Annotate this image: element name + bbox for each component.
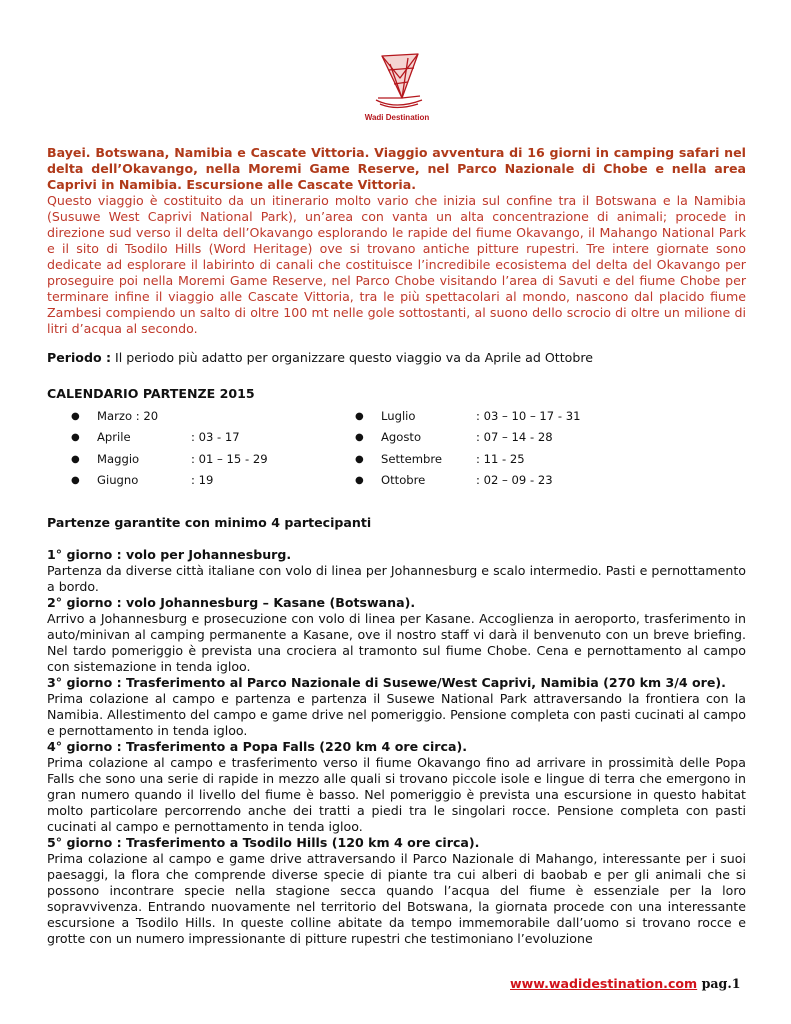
bullet-icon: ● [71, 474, 80, 486]
bullet-icon: ● [71, 432, 80, 444]
day-heading: 2° giorno : volo Johannesburg – Kasane (Botswana). [47, 595, 416, 611]
bullet-icon: ● [355, 432, 364, 444]
sailboat-logo-icon [362, 50, 432, 114]
list-item [71, 406, 350, 427]
list-item [355, 427, 581, 448]
periodo-text: Il periodo più adatto per organizzare questo viaggio va da Aprile ad Ottobre [111, 350, 594, 365]
page-number: pag.1 [697, 976, 741, 991]
day-heading: 4° giorno : Trasferimento a Popa Falls (220 km 4 ore circa). [47, 739, 467, 755]
day-text: Arrivo a Johannesburg e prosecuzione con volo di linea per Kasane. Accoglienza in aeroporto, trasferimento in auto/minivan al camping permanente a Kasane, ove il nostro staff vi darà il benvenuto con un breve briefing. Nel tardo pomeriggio è prevista una crociera al tramonto sul fiume Chobe. Cena e pernottamento al campo con sistemazione in tenda igloo. [47, 611, 746, 675]
list-item [355, 470, 581, 491]
departures-calendar [47, 406, 746, 491]
list-item [71, 427, 350, 448]
day-text: Prima colazione al campo e partenza e partenza il Susewe National Park attraversando la frontiera con la Namibia. Allestimento del campo e game drive nel pomeriggio. Pensione completa con pasti cucinati al campo e pernottamento in tenda igloo. [47, 691, 746, 739]
month-dates: : 03 – 10 – 17 - 31 [476, 409, 581, 423]
bullet-icon: ● [355, 411, 364, 422]
bullet-icon: ● [355, 453, 364, 465]
trip-title: Bayei. Botswana, Namibia e Cascate Vittoria. Viaggio avventura di 16 giorni in camping safari nel delta dell’Okavango, nella Moremi Game Reserve, nel Parco Nazionale di Chobe e nella area Caprivi in Namibia. Escursione alle Cascate Vittoria. [47, 145, 746, 192]
list-item [355, 449, 581, 470]
periodo-label: Periodo : [47, 350, 112, 365]
month-dates: : 11 - 25 [476, 451, 525, 466]
day-heading: 3° giorno : Trasferimento al Parco Nazionale di Susewe/West Caprivi, Namibia (270 km 3/4 ore). [47, 675, 726, 691]
month-label: Giugno [97, 472, 139, 487]
list-item [71, 470, 350, 491]
month-dates: : 07 – 14 - 28 [476, 430, 553, 445]
month-label: Agosto [381, 430, 422, 445]
calendario-heading: CALENDARIO PARTENZE 2015 [47, 386, 255, 401]
bullet-icon: ● [71, 453, 80, 465]
day-heading: 1° giorno : volo per Johannesburg. [47, 547, 292, 563]
itinerary [47, 547, 746, 947]
logo-text: Wadi Destination [364, 113, 430, 122]
day-heading: 5° giorno : Trasferimento a Tsodilo Hills (120 km 4 ore circa). [47, 835, 480, 851]
guaranteed-departures: Partenze garantite con minimo 4 partecipanti [47, 515, 372, 531]
wadi-destination-logo [362, 50, 432, 126]
list-item [71, 449, 350, 470]
list-item [355, 406, 581, 427]
main-content [47, 145, 746, 947]
trip-intro: Questo viaggio è costituito da un itinerario molto vario che inizia sul confine tra il Botswana e la Namibia (Susuwe West Caprivi National Park), un’area con vanta un alta concentrazione di animali; procede in direzione sud verso il delta dell’Okavango esplorando le rapide del fiume Okavango, il Mahango National Park e il sito di Tsodilo Hills (Word Heritage) ove si trovano antiche pitture rupestri. Tre intere giornate sono dedicate ad esplorare il labirinto di canali che costituisce l’incredibile ecosistema del delta del Okavango per proseguire poi nella Moremi Game Reserve, nel Parco Chobe visitando l’area di Savuti e del fiume Chobe per terminare infine il viaggio alle Cascate Vittoria, tra le più spettacolari al mondo, nascono dal placido fiume Zambesi compiendo un salto di oltre 100 mt nelle gole sottostanti, al suono dello scrocio di oltre un milione di litri d’acqua al secondo. [47, 193, 746, 336]
calendar-column-2 [350, 406, 581, 491]
bullet-icon: ● [71, 411, 80, 422]
month-dates: : 03 - 17 [191, 430, 240, 445]
month-dates: : 19 [191, 472, 214, 487]
page-footer [510, 976, 741, 991]
month-label: Settembre [381, 451, 443, 466]
website-link[interactable]: www.wadidestination.com [510, 976, 698, 991]
bullet-icon: ● [355, 474, 364, 486]
day-text: Prima colazione al campo e game drive attraversando il Parco Nazionale di Mahango, interessante per i suoi paesaggi, la flora che comprende diverse specie di piante tra cui alberi di baobab e per gli animali che si possono incontrare specie nella stagione secca quando l’acqua del fiume è essenziale per la loro sopravvivenza. Entrando nuovamente nel territorio del Botswana, la giornata procede con una interessante escursione a Tsodilo Hills. In queste colline abitate da tempo immemorabile dall’uomo si trovano rocce e grotte con un numero impressionante di pitture rupestri che testimoniano l’evoluzione [47, 851, 746, 947]
month-label: Aprile [97, 430, 131, 445]
day-text: Prima colazione al campo e trasferimento verso il fiume Okavango fino ad arrivare in prossimità delle Popa Falls che sono una serie di rapide in mezzo alle quali si trovano piccole isole e lingue di terra che emergono in gran numero quando il livello del fiume è basso. Nel pomeriggio è prevista una escursione in questo habitat molto particolare percorrendo anche dei tratti a piedi tra le singolari rocce. Pensione completa con pasti cucinati al campo e pernottamento in tenda igloo. [47, 755, 746, 835]
month-dates: : 02 – 09 - 23 [476, 472, 553, 487]
month-label: Maggio [97, 451, 140, 466]
month-label: Marzo : 20 [97, 409, 159, 423]
month-dates: : 01 – 15 - 29 [191, 451, 268, 466]
calendar-column-1 [47, 406, 350, 491]
month-label: Ottobre [381, 472, 426, 487]
month-label: Luglio [381, 409, 416, 423]
day-text: Partenza da diverse città italiane con volo di linea per Johannesburg e scalo intermedio. Pasti e pernottamento a bordo. [47, 563, 746, 595]
periodo-line [47, 350, 746, 366]
